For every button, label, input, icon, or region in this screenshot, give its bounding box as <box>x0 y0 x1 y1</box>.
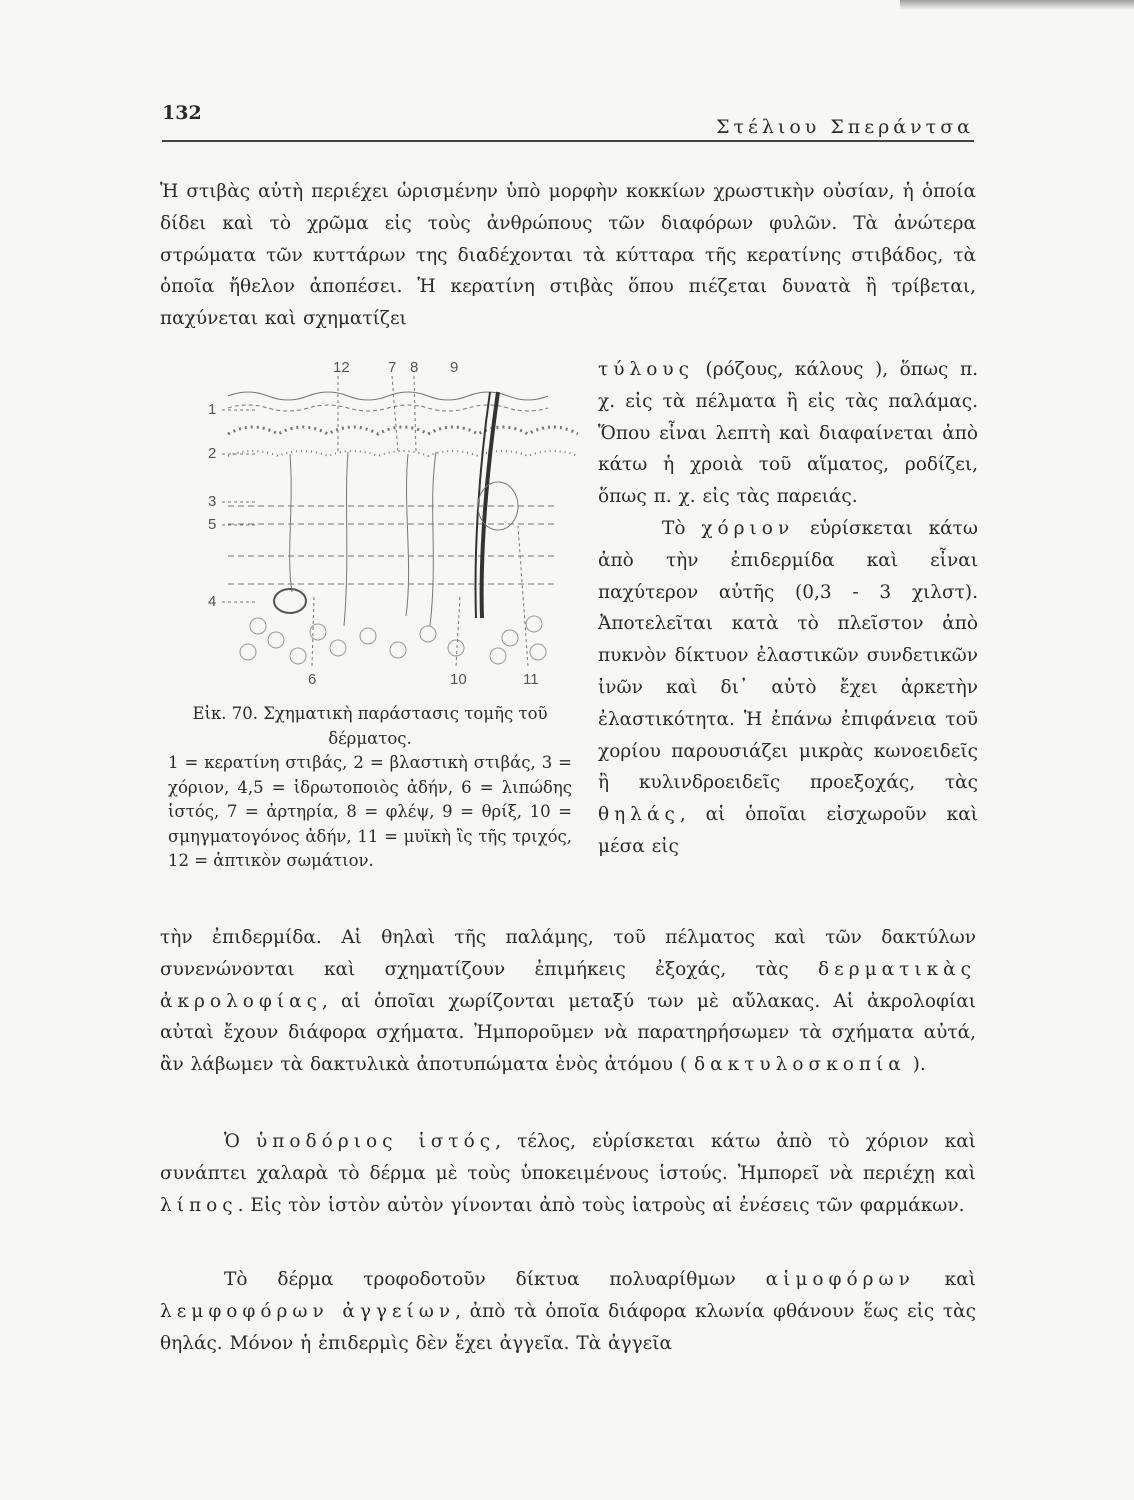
label-7: 7 <box>388 359 397 376</box>
term-lipos: λίπος <box>160 1194 238 1216</box>
label-12: 12 <box>333 359 350 376</box>
side-column <box>598 354 978 863</box>
term-tyloi: τύλους <box>598 359 694 380</box>
label-4: 4 <box>208 593 217 610</box>
paragraph-1: Ἡ στιβὰς αὐτὴ περιέχει ὡρισμένην ὑπὸ μορφὴν κοκκίων χρωστικὴν οὐσίαν, ἡ ὁποία δίδει καὶ τὸ χρῶμα εἰς τοὺς ἀνθρώπους τῶν διαφόρων φυλῶν. Τὰ ἀνώτερα στρώματα τῶν κυττάρων της διαδέχονται τὰ κύτταρα τῆς κερατίνης στιβάδος, τὰ ὁποῖα ἤθελον ἀποπέσει. Ἡ κερατίνη στιβὰς ὅπου πιέζεται δυνατὰ ἢ τρίβεται, παχύνεται καὶ σχηματίζει <box>160 181 976 330</box>
term-daktyloskopia: δακτυλοσκοπία <box>694 1054 906 1076</box>
term-thilai: θηλάς <box>598 804 680 826</box>
term-chorion: χόριον <box>701 517 795 539</box>
side-paragraph-2: Τὸ χόριον εὑρίσκεται κάτω ἀπὸ τὴν ἐπιδερμίδα καὶ εἶναι παχύτερον αὐτῆς (0,3 - 3 χιλστ). Ἀποτελεῖται κατὰ τὸ πλεῖστον ἀπὸ πυκνὸν δίκτυον ἐλαστικῶν συνδετικῶν ἰνῶν καὶ δι᾽ αὐτὸ ἔχει ἀρκετὴν ἐλαστικότητα. Ἡ ἐπάνω ἐπιφάνεια τοῦ χορίου παρουσιάζει μικρὰς κωνοειδεῖς ἢ κυλινδροειδεῖς προεξοχάς, τὰς θηλάς, αἱ ὁποῖαι εἰσχωροῦν καὶ μέσα εἰς <box>598 517 978 857</box>
term-lemfoforon: λεμφοφόρων ἀγγείων <box>160 1300 456 1322</box>
term-aimoforon: αἱμοφόρων <box>765 1269 915 1290</box>
paragraph-continued: τὴν ἐπιδερμίδα. Αἱ θηλαὶ τῆς παλάμης, τοῦ πέλματος καὶ τῶν δακτύλων συνενώνονται καὶ σχηματίζουν ἐπιμήκεις ἐξοχάς, τὰς δερματικὰς ἀκρολοφίας, αἱ ὁποῖαι χωρίζονται μεταξύ των μὲ αὔλακας. Αἱ ἀκρολοφίαι αὐταὶ ἔχουν διάφορα σχήματα. Ἠμποροῦμεν νὰ παρατηρήσωμεν τὰ σχήματα αὐτά, ἂν λάβωμεν τὰ δακτυλικὰ ἀποτυπώματα ἑνὸς ἀτόμου ( δακτυλοσκοπία ). <box>160 927 976 1076</box>
paragraph-subcutaneous: Ὁ ὑποδόριος ἱστός, τέλος, εὑρίσκεται κάτω ἀπὸ τὸ χόριον καὶ συνάπτει χαλαρὰ τὸ δέρμα μὲ τοὺς ὑποκειμένους ἱστούς. Ἠμπορεῖ νὰ περιέχῃ καὶ λίπος. Εἰς τὸν ἱστὸν αὐτὸν γίνονται ἀπὸ τοὺς ἰατροὺς αἱ ἐνέσεις τῶν φαρμάκων. <box>160 1131 976 1216</box>
caption-title: Εἰκ. 70. Σχηματικὴ παράστασις τομῆς τοῦ δέρματος. <box>192 704 548 748</box>
label-6: 6 <box>308 671 317 688</box>
side-paragraph-1: τύλους (ρόζους, κάλους ), ὅπως π. χ. εἰς τὰ πέλματα ἢ εἰς τὰς παλάμας. Ὅπου εἶναι λεπτὴ καὶ διαφαίνεται ἀπὸ κάτω ἡ χροιὰ τοῦ αἵματος, ροδίζει, ὅπως π. χ. εἰς τὰς παρειάς. <box>598 359 978 508</box>
label-3: 3 <box>208 493 217 510</box>
paragraph-vessels: Τὸ δέρμα τροφοδοτοῦν δίκτυα πολυαρίθμων αἱμοφόρων καὶ λεμφοφόρων ἀγγείων, ἀπὸ τὰ ὁποῖα διάφορα κλωνία φθάνουν ἕως εἰς τὰς θηλάς. Μόνον ἡ ἐπιδερμὶς δὲν ἔχει ἀγγεῖα. Τὰ ἀγγεῖα <box>160 1269 976 1354</box>
label-9: 9 <box>450 359 459 376</box>
label-2: 2 <box>208 445 217 462</box>
label-8: 8 <box>410 359 419 376</box>
label-11: 11 <box>523 671 539 688</box>
label-10: 10 <box>450 671 467 688</box>
running-head: Στέλιου Σπεράντσα <box>716 116 974 138</box>
label-1: 1 <box>208 401 217 418</box>
term-ypodorios: ὑποδόριος ἱστός <box>256 1131 496 1152</box>
page-header <box>162 100 974 142</box>
term-akrolofiai: δερματικὰς ἀκρολοφίας <box>160 958 976 1012</box>
skin-section-figure <box>198 356 578 696</box>
caption-legend: 1 = κερατίνη στιβάς, 2 = βλαστικὴ στιβάς, 3 = χόριον, 4,5 = ἱδρωτοποιὸς ἀδήν, 6 = λιπώδης ἱστός, 7 = ἀρτηρία, 8 = φλέψ, 9 = θρίξ, 10 = σμηγματογόνος ἀδήν, 11 = μυϊκὴ ἲς τῆς τριχός, 12 = ἁπτικὸν σωμάτιον. <box>168 753 572 870</box>
figure-caption <box>168 702 572 874</box>
label-5: 5 <box>208 516 217 533</box>
scan-edge-shadow <box>900 0 1134 10</box>
page-number: 132 <box>162 102 202 124</box>
